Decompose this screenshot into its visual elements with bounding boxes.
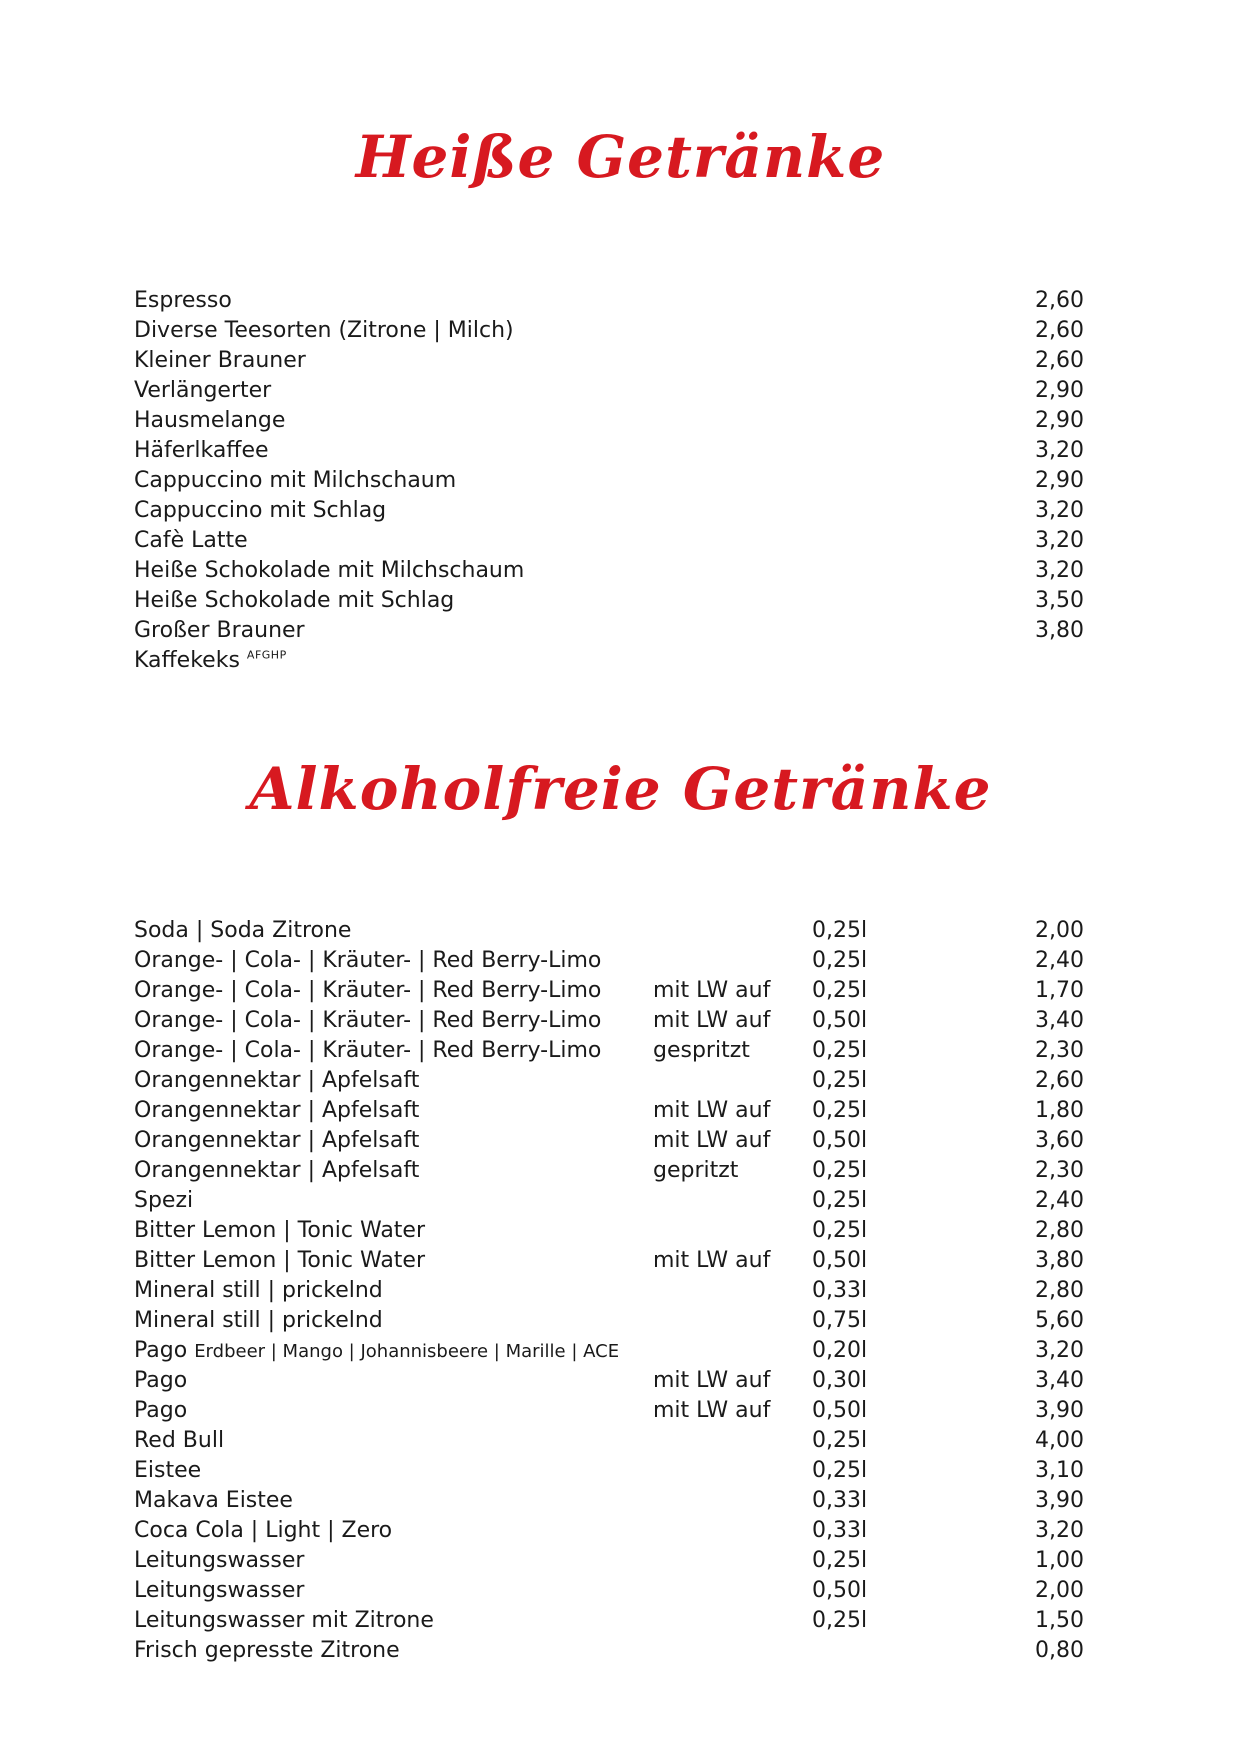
item-price: 3,20 [1035,558,1084,583]
item-name [134,1456,201,1486]
item-serving-note: mit LW auf [653,1368,771,1393]
item-name [134,406,285,436]
item-volume: 0,25l [812,1218,868,1243]
item-price: 3,20 [1035,528,1084,553]
item-volume: 0,25l [812,1608,868,1633]
item-serving-note: mit LW auf [653,1398,771,1423]
menu-item [134,1216,1084,1246]
item-name [134,1156,419,1186]
item-name-text: Großer Brauner [134,618,305,643]
item-name-text: Soda | Soda Zitrone [134,918,352,943]
item-price: 1,00 [1035,1548,1084,1573]
item-name [134,556,524,586]
item-name-text: Coca Cola | Light | Zero [134,1518,393,1543]
menu-item [134,1546,1084,1576]
item-price: 3,20 [1035,438,1084,463]
menu-item [134,1306,1084,1336]
item-price: 2,60 [1035,288,1084,313]
item-price: 2,40 [1035,1188,1084,1213]
item-volume: 0,50l [812,1128,868,1153]
item-serving-note: gepritzt [653,1158,739,1183]
item-name [134,1216,425,1246]
item-price: 3,40 [1035,1368,1084,1393]
menu-item [134,436,1084,466]
item-name [134,1336,619,1367]
item-serving-note: mit LW auf [653,1008,771,1033]
item-name [134,616,305,646]
menu-item [134,1636,1084,1666]
item-price: 5,60 [1035,1308,1084,1333]
menu-item [134,1276,1084,1306]
item-name-text: Makava Eistee [134,1488,293,1513]
item-name-text: Eistee [134,1458,202,1483]
item-flavours: Erdbeer | Mango | Johannisbeere | Marille | ACE [194,1341,620,1362]
item-name-text: Cafè Latte [134,528,248,553]
item-price: 1,70 [1035,978,1084,1003]
item-volume: 0,50l [812,1578,868,1603]
item-name [134,946,601,976]
item-name-text: Diverse Teesorten (Zitrone | Milch) [134,318,514,343]
hot-drinks-list [134,286,1084,676]
menu-item [134,1156,1084,1186]
item-name [134,976,601,1006]
item-name-text: Orange- | Cola- | Kräuter- | Red Berry-Limo [134,1038,602,1063]
menu-item [134,1246,1084,1276]
item-name-text: Orangennektar | Apfelsaft [134,1128,420,1153]
item-name-text: Cappuccino mit Schlag [134,498,387,523]
item-volume: 0,33l [812,1518,868,1543]
item-name-text: Bitter Lemon | Tonic Water [134,1218,426,1243]
item-name-text: Mineral still | prickelnd [134,1308,383,1333]
item-name-text: Bitter Lemon | Tonic Water [134,1248,426,1273]
item-price: 2,30 [1035,1158,1084,1183]
item-name-text: Hausmelange [134,408,286,433]
item-name-text: Orange- | Cola- | Kräuter- | Red Berry-Limo [134,948,602,973]
item-name-text: Heiße Schokolade mit Milchschaum [134,558,525,583]
item-volume: 0,25l [812,1068,868,1093]
menu-item [134,1096,1084,1126]
item-price: 3,10 [1035,1458,1084,1483]
item-name [134,1366,187,1396]
item-volume: 0,25l [812,1158,868,1183]
item-name [134,1066,419,1096]
item-name [134,376,271,406]
menu-item [134,1576,1084,1606]
item-name [134,1306,383,1336]
item-name-text: Pago [134,1368,188,1393]
item-volume: 0,25l [812,1038,868,1063]
soft-drinks-list [134,916,1084,1666]
item-price: 3,90 [1035,1488,1084,1513]
menu-item [134,1516,1084,1546]
item-name [134,1036,601,1066]
item-price: 2,90 [1035,378,1084,403]
soft-drinks-heading: Alkoholfreie Getränke [249,755,992,823]
menu-item [134,466,1084,496]
item-price: 3,90 [1035,1398,1084,1423]
menu-item [134,286,1084,316]
allergen-codes: AFGHP [246,648,287,662]
item-price: 4,00 [1035,1428,1084,1453]
item-volume: 0,25l [812,1098,868,1123]
item-volume: 0,25l [812,1428,868,1453]
item-name [134,1426,224,1456]
item-name [134,1396,187,1426]
menu-item [134,976,1084,1006]
menu-item [134,1486,1084,1516]
item-volume: 0,30l [812,1368,868,1393]
item-name-text: Häferlkaffee [134,438,269,463]
item-price: 2,60 [1035,348,1084,373]
item-price: 2,60 [1035,318,1084,343]
item-price: 0,80 [1035,1638,1084,1663]
item-name [134,286,232,316]
item-name [134,1126,419,1156]
item-name-text: Heiße Schokolade mit Schlag [134,588,455,613]
item-name-text: Orangennektar | Apfelsaft [134,1098,420,1123]
item-name-text: Orange- | Cola- | Kräuter- | Red Berry-Limo [134,1008,602,1033]
item-serving-note: mit LW auf [653,978,771,1003]
item-price: 2,00 [1035,1578,1084,1603]
menu-item [134,1006,1084,1036]
menu-item [134,1366,1084,1396]
item-name [134,1246,425,1276]
menu-item [134,916,1084,946]
menu-item [134,406,1084,436]
item-name [134,436,269,466]
item-volume: 0,50l [812,1008,868,1033]
item-volume: 0,25l [812,918,868,943]
item-price: 3,60 [1035,1128,1084,1153]
menu-item [134,946,1084,976]
item-serving-note: mit LW auf [653,1098,771,1123]
menu-item [134,1066,1084,1096]
menu-item [134,316,1084,346]
item-volume: 0,75l [812,1308,868,1333]
item-name-text: Leitungswasser mit Zitrone [134,1608,434,1633]
item-name [134,916,351,946]
item-name [134,1516,392,1546]
item-volume: 0,25l [812,1548,868,1573]
item-name-text: Pago [134,1338,188,1363]
item-price: 3,20 [1035,498,1084,523]
menu-item [134,1186,1084,1216]
menu-item [134,1606,1084,1636]
item-volume: 0,33l [812,1488,868,1513]
item-serving-note: mit LW auf [653,1128,771,1153]
item-volume: 0,25l [812,978,868,1003]
item-price: 3,80 [1035,1248,1084,1273]
item-price: 3,80 [1035,618,1084,643]
item-name-text: Orangennektar | Apfelsaft [134,1158,420,1183]
item-name-text: Verlängerter [134,378,272,403]
item-serving-note: mit LW auf [653,1248,771,1273]
item-name-text: Pago [134,1398,188,1423]
item-name-text: Leitungswasser [134,1548,305,1573]
item-name [134,1186,193,1216]
item-name [134,646,287,676]
item-name [134,1636,400,1666]
item-price: 3,40 [1035,1008,1084,1033]
menu-item [134,1456,1084,1486]
menu-item [134,1336,1084,1366]
item-name [134,1546,304,1576]
item-volume: 0,50l [812,1248,868,1273]
item-name-text: Spezi [134,1188,194,1213]
menu-item [134,496,1084,526]
item-price: 2,90 [1035,468,1084,493]
item-name [134,496,386,526]
item-name [134,1606,434,1636]
menu-item [134,376,1084,406]
item-name-text: Kleiner Brauner [134,348,306,373]
item-name [134,1576,304,1606]
item-name-text: Orange- | Cola- | Kräuter- | Red Berry-Limo [134,978,602,1003]
menu-item [134,586,1084,616]
item-price: 3,20 [1035,1338,1084,1363]
menu-item [134,1036,1084,1066]
item-price: 2,80 [1035,1218,1084,1243]
item-price: 3,20 [1035,1518,1084,1543]
item-price: 1,80 [1035,1098,1084,1123]
item-volume: 0,25l [812,1188,868,1213]
item-name-text: Leitungswasser [134,1578,305,1603]
item-name [134,316,514,346]
item-name-text: Orangennektar | Apfelsaft [134,1068,420,1093]
item-volume: 0,50l [812,1398,868,1423]
item-name-text: Cappuccino mit Milchschaum [134,468,457,493]
item-price: 2,60 [1035,1068,1084,1093]
item-volume: 0,33l [812,1278,868,1303]
item-name-text: Red Bull [134,1428,225,1453]
item-name [134,586,454,616]
item-name [134,1096,419,1126]
item-price: 2,00 [1035,918,1084,943]
item-volume: 0,25l [812,1458,868,1483]
item-price: 2,90 [1035,408,1084,433]
item-price: 2,30 [1035,1038,1084,1063]
menu-item [134,526,1084,556]
item-price: 1,50 [1035,1608,1084,1633]
item-name [134,526,248,556]
item-name-text: Kaffekeks [134,648,240,673]
menu-item [134,1426,1084,1456]
hot-drinks-heading: Heiße Getränke [355,123,886,191]
item-name-text: Frisch gepresste Zitrone [134,1638,400,1663]
item-price: 3,50 [1035,588,1084,613]
menu-item [134,556,1084,586]
item-volume: 0,20l [812,1338,868,1363]
menu-item [134,616,1084,646]
item-name-text: Espresso [134,288,232,313]
item-price: 2,40 [1035,948,1084,973]
menu-item [134,346,1084,376]
item-name [134,346,306,376]
item-name-text: Mineral still | prickelnd [134,1278,383,1303]
menu-item [134,1126,1084,1156]
item-name [134,466,456,496]
menu-item [134,646,1084,676]
item-name [134,1006,601,1036]
item-price: 2,80 [1035,1278,1084,1303]
item-name [134,1486,293,1516]
item-volume: 0,25l [812,948,868,973]
item-serving-note: gespritzt [653,1038,750,1063]
item-name [134,1276,383,1306]
menu-item [134,1396,1084,1426]
